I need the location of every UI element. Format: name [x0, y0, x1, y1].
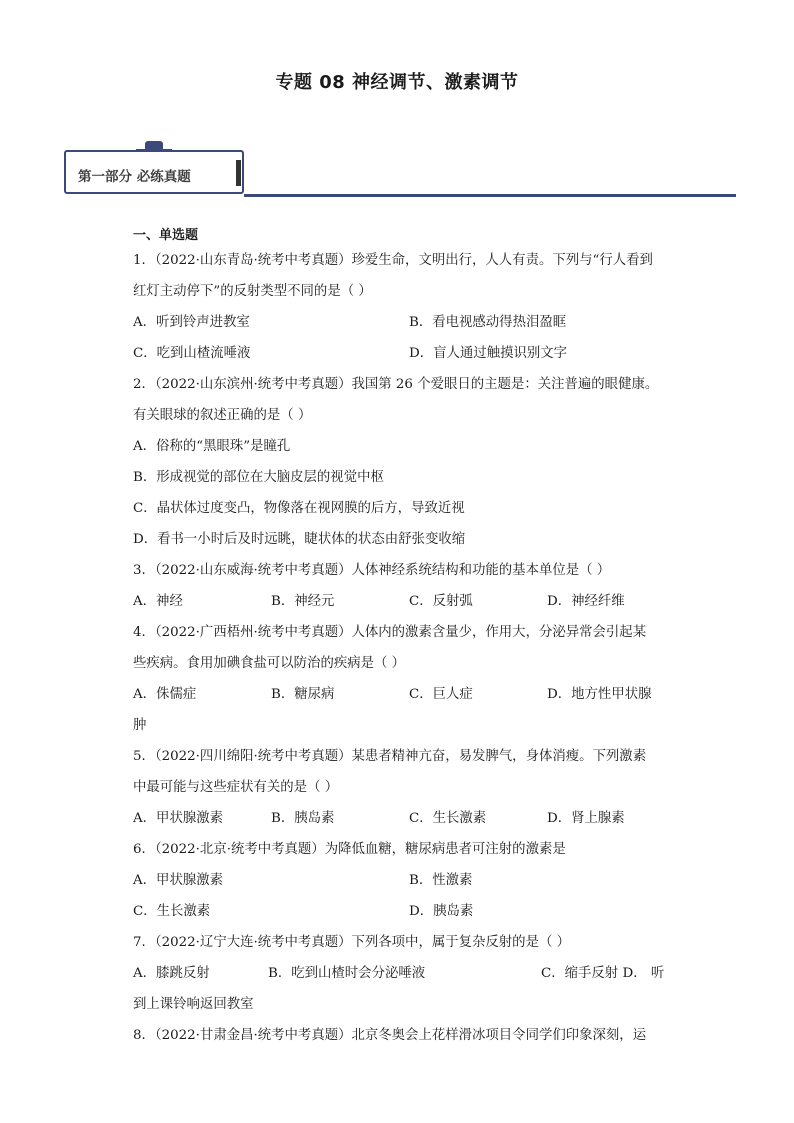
- question-4-option-c: C．巨人症: [409, 687, 473, 702]
- question-5-options-row: [133, 803, 665, 834]
- question-7-options-row: [133, 958, 665, 989]
- section-header-box: [64, 150, 244, 194]
- question-3-option-b: B．神经元: [271, 594, 335, 609]
- question-7-option-d-wrap: 到上课铃响返回教室: [133, 997, 254, 1012]
- question-4-option-d: D．地方性甲状腺: [547, 687, 652, 702]
- question-3-option-c: C．反射弧: [409, 594, 473, 609]
- section-label: 第一部分 必练真题: [78, 169, 191, 185]
- question-1-option-d: D．盲人通过触摸识别文字: [409, 346, 568, 361]
- question-5-option-b: B．胰岛素: [271, 811, 335, 826]
- question-1-text-cont: 红灯主动停下”的反射类型不同的是（ ）: [133, 284, 372, 299]
- question-7-option-c-d: C．缩手反射 D． 听: [541, 966, 665, 981]
- question-2-option-c: C．晶状体过度变凸，物像落在视网膜的后方，导致近视: [133, 501, 465, 516]
- question-3-option-d: D．神经纤维: [547, 594, 625, 609]
- question-6-options-row: [133, 896, 665, 927]
- question-5-text: 5．（2022·四川绵阳·统考中考真题）某患者精神亢奋，易发脾气，身体消瘦。下列激素: [133, 749, 647, 764]
- question-4-text-cont: 些疾病。食用加碘食盐可以防治的疾病是（ ）: [133, 656, 406, 671]
- question-6-option-c: C．生长激素: [133, 904, 211, 919]
- question-1-text: 1．（2022·山东青岛·统考中考真题）珍爱生命，文明出行，人人有责。下列与“行人看到: [133, 253, 653, 268]
- question-4-text: 4．（2022·广西梧州·统考中考真题）人体内的激素含量少，作用大，分泌异常会引起某: [133, 625, 647, 640]
- question-1-options-row: [133, 307, 665, 338]
- question-6-text: 6．（2022·北京·统考中考真题）为降低血糖，糖尿病患者可注射的激素是: [133, 842, 566, 857]
- question-6-options-row: [133, 865, 665, 896]
- question-2-text: 2．（2022·山东滨州·统考中考真题）我国第 26 个爱眼日的主题是：关注普遍的眼健康。: [133, 377, 659, 392]
- question-1-option-b: B．看电视感动得热泪盈眶: [409, 315, 567, 330]
- question-2-text-cont: 有关眼球的叙述正确的是（ ）: [133, 408, 312, 423]
- question-7-text: 7．（2022·辽宁大连·统考中考真题）下列各项中，属于复杂反射的是（ ）: [133, 935, 570, 950]
- question-6-option-d: D．胰岛素: [409, 904, 474, 919]
- question-1-options-row: [133, 338, 665, 369]
- question-4-option-b: B．糖尿病: [271, 687, 335, 702]
- question-1-option-c: C．吃到山楂流唾液: [133, 346, 251, 361]
- question-4-options-row: [133, 679, 665, 710]
- section-heading: 一、单选题: [133, 228, 199, 243]
- section-bar-decoration: [236, 160, 241, 186]
- question-4-option-a: A．侏儒症: [133, 687, 197, 702]
- question-2-option-b: B．形成视觉的部位在大脑皮层的视觉中枢: [133, 470, 384, 485]
- question-3-text: 3．（2022·山东威海·统考中考真题）人体神经系统结构和功能的基本单位是（ ）: [133, 563, 611, 578]
- question-8-text: 8．（2022·甘肃金昌·统考中考真题）北京冬奥会上花样滑冰项目令同学们印象深刻，运: [133, 1028, 647, 1043]
- question-1-option-a: A．听到铃声进教室: [133, 315, 250, 330]
- question-6-option-a: A．甲状腺激素: [133, 873, 224, 888]
- page-title: 专题 08 神经调节、激素调节: [275, 72, 519, 93]
- question-3-options-row: [133, 586, 665, 617]
- question-5-option-d: D．肾上腺素: [547, 811, 625, 826]
- question-7-option-b: B．吃到山楂时会分泌唾液: [268, 966, 426, 981]
- question-2-option-a: A．俗称的“黑眼珠”是瞳孔: [133, 439, 291, 454]
- question-5-option-a: A．甲状腺激素: [133, 811, 224, 826]
- question-5-option-c: C．生长激素: [409, 811, 487, 826]
- question-4-option-d-wrap: 肿: [133, 718, 147, 733]
- question-5-text-cont: 中最可能与这些症状有关的是（ ）: [133, 780, 339, 795]
- question-3-option-a: A．神经: [133, 594, 183, 609]
- question-2-option-d: D．看书一小时后及时远眺，睫状体的状态由舒张变收缩: [133, 532, 466, 547]
- question-6-option-b: B．性激素: [409, 873, 473, 888]
- question-list: [133, 226, 665, 1051]
- section-divider: [244, 194, 736, 197]
- question-7-option-a: A．膝跳反射: [133, 966, 210, 981]
